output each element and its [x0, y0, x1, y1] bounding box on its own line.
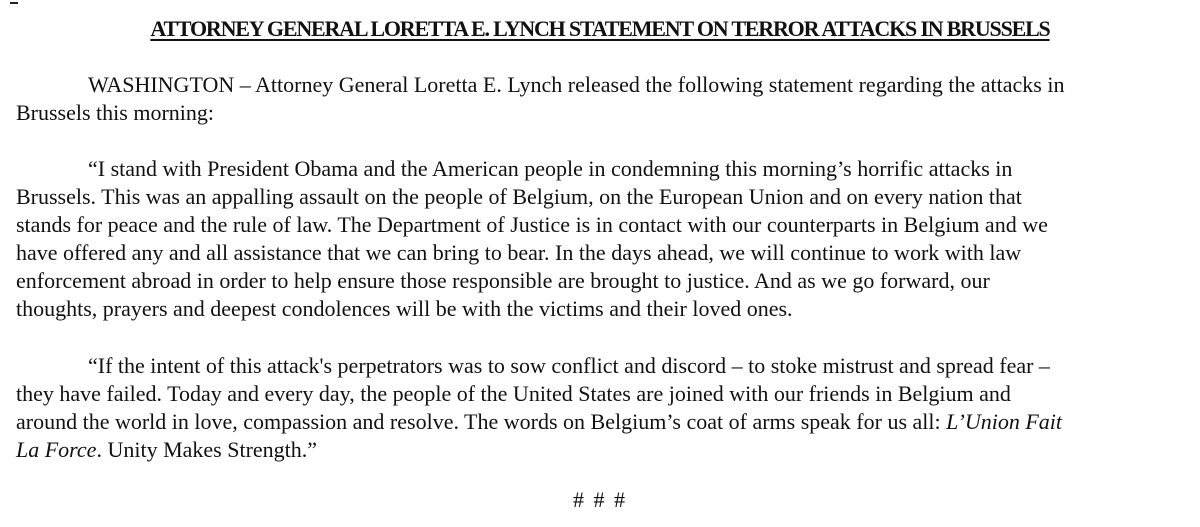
quote2-line-1: “If the intent of this attack's perpetrators was to sow conflict and discord – to stoke mistrust and spread fear – — [88, 353, 1050, 378]
quote2-line-4 — [16, 436, 1191, 464]
quote2-line-4-text: . Unity Makes Strength.” — [96, 437, 318, 462]
quote1-line-2: Brussels. This was an appalling assault on the people of Belgium, on the European Union and on every nation that — [16, 184, 1022, 209]
intro-line-2: Brussels this morning: — [16, 100, 215, 125]
quote2-line-3 — [16, 408, 1191, 436]
motto-french-part-2: La Force — [16, 437, 97, 462]
header-mark — [10, 2, 18, 4]
quote1-line-5: enforcement abroad in order to help ensure those responsible are brought to justice. And as we go forward, our — [16, 268, 990, 293]
quote1-line-6: thoughts, prayers and deepest condolences will be with the victims and their loved ones. — [16, 296, 793, 321]
document-title: ATTORNEY GENERAL LORETTA E. LYNCH STATEMENT ON TERROR ATTACKS IN BRUSSELS — [150, 16, 1050, 41]
quote1-line-3: stands for peace and the rule of law. The Department of Justice is in contact with our counterparts in Belgium and we — [16, 212, 1048, 237]
quote1-line-4: have offered any and all assistance that we can bring to bear. In the days ahead, we will continue to work with law — [16, 240, 1022, 265]
quote-paragraph-2 — [16, 352, 1191, 464]
intro-paragraph — [16, 71, 1191, 127]
intro-line-1: WASHINGTON – Attorney General Loretta E. Lynch released the following statement regarding the attacks in — [88, 72, 1065, 97]
quote-paragraph-1 — [16, 155, 1191, 323]
motto-french-part-1: L’Union Fait — [946, 409, 1063, 434]
end-mark: # # # — [573, 487, 627, 512]
quote1-line-1: “I stand with President Obama and the American people in condemning this morning’s horrific attacks in — [88, 156, 1013, 181]
quote2-line-2: they have failed. Today and every day, the people of the United States are joined with our friends in Belgium and — [16, 381, 1011, 406]
quote2-line-3-text: around the world in love, compassion and resolve. The words on Belgium’s coat of arms speak for us all: — [16, 409, 947, 434]
